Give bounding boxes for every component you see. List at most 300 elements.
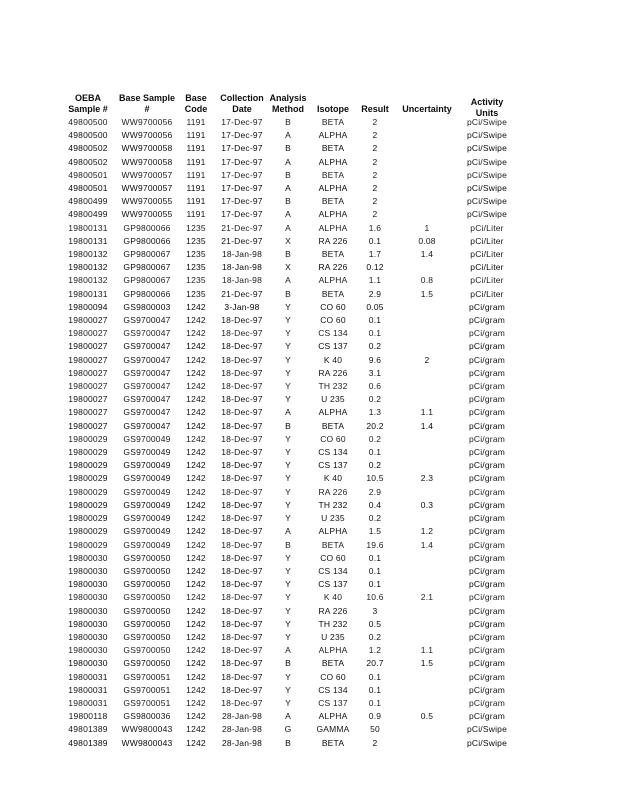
cell-activity-units: pCi/gram [468,658,506,669]
cell-isotope: ALPHA [318,183,348,194]
cell-analysis-method: B [285,658,291,669]
cell-collection-date: 18-Dec-97 [221,394,263,405]
cell-analysis-method: A [285,183,291,194]
cell-collection-date: 18-Dec-97 [221,513,263,524]
cell-activity-units: pCi/gram [468,447,506,458]
cell-isotope: BETA [321,737,345,748]
cell-uncertainty: 1.4 [420,539,434,550]
cell-base-code: 1242 [186,407,206,418]
cell-base-code: 1191 [186,209,206,220]
cell-activity-units: pCi/Liter [470,262,504,273]
cell-uncertainty [392,671,462,684]
cell-oeba-sample: 19800027 [68,367,108,378]
cell-base-sample: GS9700049 [123,499,171,510]
cell-analysis-method: Y [285,671,291,682]
cell-uncertainty [392,684,462,697]
cell-base-sample: GS9700049 [123,486,171,497]
cell-result: 0.5 [368,618,382,629]
cell-oeba-sample: 19800030 [68,565,108,576]
cell-base-sample: GS9700049 [123,526,171,537]
cell-uncertainty [392,723,462,736]
cell-oeba-sample: 19800027 [68,341,108,352]
cell-analysis-method: Y [285,315,291,326]
table-row [58,671,512,684]
cell-isotope: RA 226 [318,486,348,497]
cell-analysis-method: Y [285,605,291,616]
table-row [58,248,512,261]
cell-base-code: 1242 [186,605,206,616]
table-row [58,446,512,459]
cell-analysis-method: G [284,724,292,735]
cell-base-code: 1242 [186,486,206,497]
cell-oeba-sample: 19800029 [68,486,108,497]
cell-collection-date: 17-Dec-97 [221,130,263,141]
cell-analysis-method: A [285,130,291,141]
table-row [58,169,512,182]
cell-base-sample: WW9800043 [121,737,173,748]
header-row [58,84,512,116]
table-row [58,195,512,208]
cell-result: 9.6 [368,354,382,365]
cell-base-code: 1242 [186,367,206,378]
cell-uncertainty [392,156,462,169]
cell-base-sample: GS9700050 [123,579,171,590]
cell-oeba-sample: 19800030 [68,618,108,629]
table-row [58,723,512,736]
cell-base-sample: GS9700047 [123,394,171,405]
cell-base-sample: WW9700056 [121,130,173,141]
cell-result: 1.1 [368,275,382,286]
cell-analysis-method: Y [285,433,291,444]
cell-base-sample: GP9800066 [123,235,171,246]
cell-isotope: CS 134 [318,447,348,458]
cell-activity-units: pCi/gram [468,499,506,510]
cell-activity-units: pCi/Swipe [466,143,508,154]
table-row [58,235,512,248]
table-row [58,380,512,393]
cell-oeba-sample: 19800132 [68,275,108,286]
cell-collection-date: 18-Dec-97 [221,381,263,392]
header-analysis-method-line2: Method [272,103,304,114]
header-collection-date [216,84,268,116]
cell-isotope: ALPHA [318,222,348,233]
cell-uncertainty [392,182,462,195]
cell-base-sample: GS9700047 [123,328,171,339]
cell-isotope: BETA [321,196,345,207]
cell-activity-units: pCi/gram [468,367,506,378]
cell-isotope: K 40 [323,354,343,365]
table-row [58,182,512,195]
cell-uncertainty [392,314,462,327]
cell-collection-date: 18-Dec-97 [221,671,263,682]
cell-result: 2 [372,117,378,127]
cell-uncertainty: 1.4 [420,249,434,260]
cell-uncertainty: 0.3 [420,499,434,510]
cell-activity-units: pCi/gram [468,697,506,708]
table-row [58,156,512,169]
table-row [58,499,512,512]
header-activity-units-line2: Units [475,107,499,118]
cell-result: 0.1 [368,315,382,326]
header-result [358,84,392,116]
cell-isotope: CO 60 [320,301,346,312]
table-row [58,565,512,578]
cell-base-code: 1242 [186,658,206,669]
cell-activity-units: pCi/gram [468,605,506,616]
cell-isotope: ALPHA [318,130,348,141]
cell-result: 0.2 [368,460,382,471]
cell-uncertainty [392,578,462,591]
table-row [58,420,512,433]
cell-collection-date: 18-Dec-97 [221,447,263,458]
cell-base-sample: WW9700055 [121,196,173,207]
header-collection-date-line1: Collection [220,93,264,103]
cell-collection-date: 18-Dec-97 [221,407,263,418]
table-row [58,591,512,604]
cell-collection-date: 28-Jan-98 [221,737,263,748]
cell-result: 0.05 [366,301,384,312]
table-row [58,631,512,644]
cell-base-code: 1242 [186,301,206,312]
cell-activity-units: pCi/Liter [470,235,504,246]
cell-isotope: U 235 [321,513,345,524]
cell-result: 2 [372,130,378,141]
table-row [58,367,512,380]
cell-activity-units: pCi/gram [468,684,506,695]
cell-isotope: CS 137 [318,341,348,352]
table-row [58,539,512,552]
header-analysis-method-line1: Analysis [269,93,307,103]
cell-activity-units: pCi/Swipe [466,183,508,194]
cell-base-code: 1235 [186,262,206,273]
cell-oeba-sample: 19800030 [68,579,108,590]
cell-base-code: 1242 [186,526,206,537]
table-body [58,116,512,750]
cell-base-code: 1242 [186,539,206,550]
cell-oeba-sample: 19800031 [68,684,108,695]
cell-uncertainty [392,195,462,208]
cell-isotope: GAMMA [316,724,350,735]
cell-isotope: CO 60 [320,671,346,682]
cell-oeba-sample: 19800030 [68,645,108,656]
table-header [58,84,512,116]
cell-base-sample: WW9700055 [121,209,173,220]
cell-uncertainty [392,446,462,459]
cell-analysis-method: A [285,209,291,220]
cell-uncertainty [392,697,462,710]
cell-oeba-sample: 19800031 [68,671,108,682]
cell-isotope: CS 137 [318,697,348,708]
cell-uncertainty [392,459,462,472]
cell-result: 0.12 [366,262,384,273]
cell-isotope: BETA [321,169,345,180]
cell-result: 1.6 [368,222,382,233]
cell-result: 10.5 [366,473,384,484]
cell-result: 0.1 [368,697,382,708]
table-row [58,433,512,446]
cell-activity-units: pCi/Swipe [466,737,508,748]
cell-collection-date: 17-Dec-97 [221,117,263,127]
cell-activity-units: pCi/gram [468,433,506,444]
cell-isotope: K 40 [323,592,343,603]
cell-collection-date: 17-Dec-97 [221,209,263,220]
cell-uncertainty: 1.5 [420,288,434,299]
cell-base-code: 1242 [186,684,206,695]
cell-base-sample: GS9700047 [123,341,171,352]
cell-uncertainty [392,380,462,393]
table-row [58,274,512,287]
header-isotope-label: Isotope [316,103,349,114]
cell-oeba-sample: 19800029 [68,539,108,550]
cell-analysis-method: Y [285,486,291,497]
cell-base-sample: WW9700058 [121,143,173,154]
cell-base-code: 1242 [186,394,206,405]
cell-uncertainty: 2 [424,354,430,365]
cell-activity-units: pCi/gram [468,711,506,722]
cell-analysis-method: B [285,196,291,207]
cell-base-code: 1191 [186,143,206,154]
cell-result: 0.2 [368,513,382,524]
cell-analysis-method: B [285,169,291,180]
cell-base-sample: GS9700050 [123,645,171,656]
table-row [58,657,512,670]
cell-uncertainty [392,142,462,155]
cell-activity-units: pCi/gram [468,473,506,484]
cell-collection-date: 18-Dec-97 [221,618,263,629]
cell-result: 0.1 [368,579,382,590]
cell-base-code: 1191 [186,130,206,141]
cell-isotope: CO 60 [320,552,346,563]
cell-oeba-sample: 49800499 [68,196,108,207]
cell-activity-units: pCi/gram [468,354,506,365]
table-row [58,710,512,723]
table-row [58,697,512,710]
cell-base-code: 1242 [186,354,206,365]
cell-activity-units: pCi/gram [468,315,506,326]
cell-isotope: ALPHA [318,645,348,656]
cell-analysis-method: A [285,222,291,233]
cell-base-sample: GS9700047 [123,354,171,365]
table-row [58,525,512,538]
cell-isotope: BETA [321,117,345,127]
table-row [58,327,512,340]
cell-activity-units: pCi/gram [468,671,506,682]
cell-isotope: BETA [321,539,345,550]
cell-collection-date: 18-Dec-97 [221,328,263,339]
cell-collection-date: 17-Dec-97 [221,169,263,180]
cell-analysis-method: A [285,407,291,418]
table-row [58,222,512,235]
cell-activity-units: pCi/gram [468,565,506,576]
cell-base-sample: GS9700050 [123,658,171,669]
cell-collection-date: 18-Dec-97 [221,697,263,708]
cell-base-code: 1242 [186,618,206,629]
cell-collection-date: 28-Jan-98 [221,724,263,735]
cell-base-sample: GP9800066 [123,288,171,299]
header-collection-date-line2: Date [232,103,252,114]
cell-oeba-sample: 49800500 [68,117,108,127]
cell-base-sample: GS9700050 [123,631,171,642]
cell-uncertainty [392,327,462,340]
cell-analysis-method: Y [285,354,291,365]
cell-base-sample: GS9800036 [123,711,171,722]
cell-activity-units: pCi/gram [468,592,506,603]
cell-uncertainty: 2.3 [420,473,434,484]
cell-result: 3.1 [368,367,382,378]
cell-analysis-method: Y [285,697,291,708]
cell-isotope: CS 137 [318,579,348,590]
cell-base-code: 1242 [186,724,206,735]
cell-isotope: ALPHA [318,156,348,167]
cell-collection-date: 18-Jan-98 [221,275,263,286]
header-result-label: Result [361,103,389,114]
cell-base-sample: GS9700047 [123,407,171,418]
cell-base-code: 1235 [186,288,206,299]
cell-activity-units: pCi/gram [468,513,506,524]
cell-result: 0.6 [368,381,382,392]
cell-uncertainty [392,605,462,618]
cell-base-sample: GS9700049 [123,433,171,444]
cell-isotope: BETA [321,288,345,299]
cell-result: 0.1 [368,671,382,682]
cell-oeba-sample: 19800027 [68,394,108,405]
cell-activity-units: pCi/Swipe [466,724,508,735]
cell-isotope: TH 232 [318,499,348,510]
cell-analysis-method: A [285,645,291,656]
cell-isotope: ALPHA [318,209,348,220]
table-row [58,142,512,155]
cell-uncertainty: 0.5 [420,711,434,722]
cell-collection-date: 18-Dec-97 [221,631,263,642]
cell-base-sample: GS9700047 [123,367,171,378]
cell-isotope: U 235 [321,394,345,405]
cell-uncertainty: 1.5 [420,658,434,669]
cell-isotope: RA 226 [318,367,348,378]
cell-result: 2 [372,169,378,180]
cell-uncertainty: 1 [424,222,430,233]
cell-uncertainty [392,393,462,406]
cell-activity-units: pCi/gram [468,579,506,590]
header-isotope [308,84,358,116]
cell-uncertainty [392,631,462,644]
cell-oeba-sample: 49800501 [68,183,108,194]
table-row [58,314,512,327]
cell-oeba-sample: 19800029 [68,513,108,524]
cell-result: 0.1 [368,565,382,576]
cell-oeba-sample: 19800131 [68,235,108,246]
cell-oeba-sample: 19800027 [68,354,108,365]
cell-base-sample: GP9800067 [123,262,171,273]
cell-activity-units: pCi/gram [468,420,506,431]
cell-result: 20.2 [366,420,384,431]
cell-base-sample: GS9700050 [123,552,171,563]
cell-collection-date: 18-Dec-97 [221,684,263,695]
cell-isotope: ALPHA [318,275,348,286]
cell-analysis-method: Y [285,631,291,642]
cell-uncertainty [392,340,462,353]
cell-collection-date: 17-Dec-97 [221,196,263,207]
cell-base-code: 1242 [186,592,206,603]
cell-result: 0.1 [368,235,382,246]
cell-uncertainty: 1.2 [420,526,434,537]
cell-analysis-method: Y [285,394,291,405]
table-row [58,684,512,697]
cell-isotope: TH 232 [318,618,348,629]
cell-oeba-sample: 19800027 [68,315,108,326]
cell-result: 20.7 [366,658,384,669]
cell-result: 0.1 [368,552,382,563]
header-oeba-sample [58,84,118,116]
cell-result: 2 [372,209,378,220]
cell-isotope: CS 134 [318,684,348,695]
cell-oeba-sample: 49800502 [68,143,108,154]
cell-base-code: 1242 [186,565,206,576]
cell-analysis-method: Y [285,301,291,312]
cell-uncertainty [392,116,462,129]
table-row [58,459,512,472]
table-row [58,406,512,419]
cell-collection-date: 18-Dec-97 [221,526,263,537]
cell-result: 50 [370,724,380,735]
table-row [58,486,512,499]
cell-analysis-method: B [285,249,291,260]
cell-activity-units: pCi/gram [468,407,506,418]
cell-uncertainty [392,301,462,314]
cell-base-sample: GS9700051 [123,684,171,695]
cell-collection-date: 18-Dec-97 [221,499,263,510]
cell-base-sample: GS9700050 [123,565,171,576]
header-oeba-sample-line1: OEBA [74,93,101,103]
cell-base-sample: GS9800003 [123,301,171,312]
header-activity-units [462,84,512,116]
cell-uncertainty: 0.08 [418,235,436,246]
cell-base-sample: GS9700049 [123,539,171,550]
cell-activity-units: pCi/gram [468,618,506,629]
cell-isotope: BETA [321,143,345,154]
cell-base-code: 1242 [186,671,206,682]
cell-oeba-sample: 49801389 [68,724,108,735]
cell-oeba-sample: 19800029 [68,460,108,471]
header-base-sample [118,84,176,116]
cell-isotope: K 40 [323,473,343,484]
cell-oeba-sample: 49800499 [68,209,108,220]
cell-base-code: 1242 [186,381,206,392]
cell-base-code: 1242 [186,499,206,510]
cell-base-code: 1235 [186,222,206,233]
table-row [58,512,512,525]
cell-activity-units: pCi/gram [468,486,506,497]
cell-base-code: 1242 [186,447,206,458]
cell-collection-date: 18-Dec-97 [221,539,263,550]
header-analysis-method [268,84,308,116]
cell-activity-units: pCi/gram [468,526,506,537]
cell-uncertainty: 1.4 [420,420,434,431]
cell-collection-date: 18-Dec-97 [221,552,263,563]
cell-isotope: CO 60 [320,315,346,326]
cell-collection-date: 18-Dec-97 [221,565,263,576]
table-row [58,644,512,657]
cell-oeba-sample: 49800500 [68,130,108,141]
cell-result: 0.1 [368,447,382,458]
cell-analysis-method: Y [285,579,291,590]
header-base-code-line1: Base [185,93,207,103]
cell-base-code: 1242 [186,513,206,524]
cell-base-code: 1191 [186,169,206,180]
cell-base-sample: GS9700050 [123,605,171,616]
cell-analysis-method: B [285,117,291,127]
cell-base-sample: GS9700049 [123,513,171,524]
cell-uncertainty: 1.1 [420,645,434,656]
